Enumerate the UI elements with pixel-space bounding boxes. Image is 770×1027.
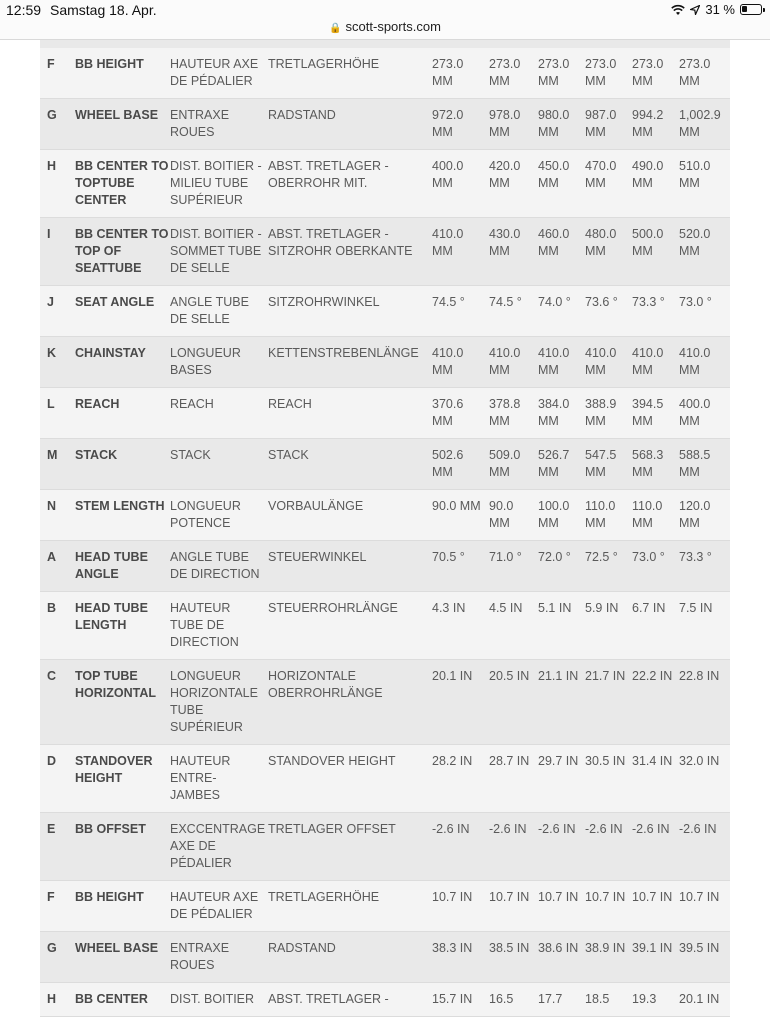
row-french-name: DIST. BOITIER - SOMMET TUBE DE SELLE xyxy=(170,218,268,286)
size-value-6: 39.5 IN xyxy=(679,932,730,983)
size-value-6: 32.0 IN xyxy=(679,745,730,813)
size-value-4: -2.6 IN xyxy=(585,813,632,881)
row-letter: L xyxy=(40,388,75,439)
row-german-name: STEUERROHRLÄNGE xyxy=(268,592,432,660)
row-german-name: RADSTAND xyxy=(268,99,432,150)
previous-row-sliver xyxy=(40,40,730,48)
size-value-5: 73.3 ° xyxy=(632,286,679,337)
size-value-5: 568.3 MM xyxy=(632,439,679,490)
row-german-name: KETTENSTREBENLÄNGE xyxy=(268,337,432,388)
row-french-name: ANGLE TUBE DE SELLE xyxy=(170,286,268,337)
size-value-6: 7.5 IN xyxy=(679,592,730,660)
row-french-name: HAUTEUR ENTRE-JAMBES xyxy=(170,745,268,813)
row-german-name: ABST. TRETLAGER - OBERROHR MIT. xyxy=(268,150,432,218)
size-value-2: 4.5 IN xyxy=(489,592,538,660)
size-value-2: 378.8 MM xyxy=(489,388,538,439)
status-time: 12:59 xyxy=(6,2,42,18)
size-value-3: 17.7 xyxy=(538,983,585,1017)
size-value-5: 31.4 IN xyxy=(632,745,679,813)
size-value-5: 394.5 MM xyxy=(632,388,679,439)
size-value-2: 978.0 MM xyxy=(489,99,538,150)
size-value-4: 72.5 ° xyxy=(585,541,632,592)
battery-fill xyxy=(742,6,747,12)
wifi-icon xyxy=(671,4,685,16)
size-value-3: 384.0 MM xyxy=(538,388,585,439)
row-letter: J xyxy=(40,286,75,337)
size-value-4: 273.0 MM xyxy=(585,48,632,99)
row-measurement-name: BB CENTER TO TOPTUBE CENTER xyxy=(75,150,170,218)
size-value-4: 547.5 MM xyxy=(585,439,632,490)
size-value-2: 74.5 ° xyxy=(489,286,538,337)
row-measurement-name: STANDOVER HEIGHT xyxy=(75,745,170,813)
row-letter: G xyxy=(40,99,75,150)
row-letter: C xyxy=(40,660,75,745)
size-value-5: 19.3 xyxy=(632,983,679,1017)
size-value-1: -2.6 IN xyxy=(432,813,489,881)
status-date: Samstag 18. Apr. xyxy=(50,2,157,18)
size-value-2: 420.0 MM xyxy=(489,150,538,218)
row-french-name: LONGUEUR BASES xyxy=(170,337,268,388)
row-measurement-name: HEAD TUBE LENGTH xyxy=(75,592,170,660)
table-row xyxy=(40,983,730,1017)
table-row xyxy=(40,150,730,218)
row-german-name: REACH xyxy=(268,388,432,439)
row-measurement-name: STACK xyxy=(75,439,170,490)
size-value-1: 28.2 IN xyxy=(432,745,489,813)
row-measurement-name: BB HEIGHT xyxy=(75,881,170,932)
table-row xyxy=(40,813,730,881)
table-row xyxy=(40,881,730,932)
size-value-6: 22.8 IN xyxy=(679,660,730,745)
row-german-name: ABST. TRETLAGER - SITZROHR OBERKANTE xyxy=(268,218,432,286)
row-letter: A xyxy=(40,541,75,592)
table-row xyxy=(40,218,730,286)
size-value-4: 18.5 xyxy=(585,983,632,1017)
row-german-name: STEUERWINKEL xyxy=(268,541,432,592)
row-german-name: TRETLAGERHÖHE xyxy=(268,48,432,99)
size-value-6: 588.5 MM xyxy=(679,439,730,490)
size-value-6: 273.0 MM xyxy=(679,48,730,99)
size-value-2: 38.5 IN xyxy=(489,932,538,983)
size-value-1: 90.0 MM xyxy=(432,490,489,541)
row-french-name: HAUTEUR AXE DE PÉDALIER xyxy=(170,48,268,99)
size-value-2: 410.0 MM xyxy=(489,337,538,388)
size-value-2: -2.6 IN xyxy=(489,813,538,881)
address-bar[interactable] xyxy=(0,19,770,34)
row-german-name: RADSTAND xyxy=(268,932,432,983)
status-indicators xyxy=(671,2,762,17)
row-french-name: EXCCENTRAGE AXE DE PÉDALIER xyxy=(170,813,268,881)
size-value-6: 73.0 ° xyxy=(679,286,730,337)
size-value-3: 74.0 ° xyxy=(538,286,585,337)
size-value-2: 20.5 IN xyxy=(489,660,538,745)
size-value-2: 509.0 MM xyxy=(489,439,538,490)
size-value-1: 400.0 MM xyxy=(432,150,489,218)
row-french-name: DIST. BOITIER - MILIEU TUBE SUPÉRIEUR xyxy=(170,150,268,218)
size-value-6: 73.3 ° xyxy=(679,541,730,592)
table-row xyxy=(40,337,730,388)
size-value-3: 273.0 MM xyxy=(538,48,585,99)
size-value-1: 74.5 ° xyxy=(432,286,489,337)
table-row xyxy=(40,592,730,660)
size-value-5: 73.0 ° xyxy=(632,541,679,592)
row-letter: G xyxy=(40,932,75,983)
size-value-4: 38.9 IN xyxy=(585,932,632,983)
size-value-1: 70.5 ° xyxy=(432,541,489,592)
row-letter: I xyxy=(40,218,75,286)
row-french-name: HAUTEUR AXE DE PÉDALIER xyxy=(170,881,268,932)
size-value-1: 10.7 IN xyxy=(432,881,489,932)
size-value-4: 388.9 MM xyxy=(585,388,632,439)
size-value-4: 410.0 MM xyxy=(585,337,632,388)
size-value-6: 120.0 MM xyxy=(679,490,730,541)
size-value-4: 30.5 IN xyxy=(585,745,632,813)
row-letter: K xyxy=(40,337,75,388)
row-german-name: HORIZONTALE OBERROHRLÄNGE xyxy=(268,660,432,745)
row-letter: H xyxy=(40,150,75,218)
size-value-4: 110.0 MM xyxy=(585,490,632,541)
row-french-name: STACK xyxy=(170,439,268,490)
size-value-6: 20.1 IN xyxy=(679,983,730,1017)
size-value-6: 520.0 MM xyxy=(679,218,730,286)
size-value-5: 490.0 MM xyxy=(632,150,679,218)
table-row xyxy=(40,48,730,99)
size-value-3: 100.0 MM xyxy=(538,490,585,541)
row-german-name: STANDOVER HEIGHT xyxy=(268,745,432,813)
size-value-2: 273.0 MM xyxy=(489,48,538,99)
table-row xyxy=(40,388,730,439)
table-row xyxy=(40,932,730,983)
location-arrow-icon xyxy=(690,5,700,15)
table-row xyxy=(40,490,730,541)
row-french-name: LONGUEUR POTENCE xyxy=(170,490,268,541)
row-german-name: TRETLAGER OFFSET xyxy=(268,813,432,881)
size-value-3: 21.1 IN xyxy=(538,660,585,745)
row-letter: H xyxy=(40,983,75,1017)
size-value-1: 38.3 IN xyxy=(432,932,489,983)
size-value-6: -2.6 IN xyxy=(679,813,730,881)
size-value-3: 410.0 MM xyxy=(538,337,585,388)
size-value-1: 4.3 IN xyxy=(432,592,489,660)
row-french-name: ENTRAXE ROUES xyxy=(170,99,268,150)
size-value-3: 460.0 MM xyxy=(538,218,585,286)
size-value-4: 987.0 MM xyxy=(585,99,632,150)
table-row xyxy=(40,439,730,490)
row-measurement-name: BB OFFSET xyxy=(75,813,170,881)
size-value-5: 10.7 IN xyxy=(632,881,679,932)
size-value-5: 110.0 MM xyxy=(632,490,679,541)
size-value-5: 500.0 MM xyxy=(632,218,679,286)
size-value-2: 16.5 xyxy=(489,983,538,1017)
size-value-3: 72.0 ° xyxy=(538,541,585,592)
size-value-5: -2.6 IN xyxy=(632,813,679,881)
size-value-5: 39.1 IN xyxy=(632,932,679,983)
size-value-3: 5.1 IN xyxy=(538,592,585,660)
size-value-4: 73.6 ° xyxy=(585,286,632,337)
size-value-6: 1,002.9 MM xyxy=(679,99,730,150)
size-value-4: 5.9 IN xyxy=(585,592,632,660)
status-bar xyxy=(0,0,770,40)
size-value-3: -2.6 IN xyxy=(538,813,585,881)
row-measurement-name: BB CENTER TO TOP OF SEATTUBE xyxy=(75,218,170,286)
size-value-5: 22.2 IN xyxy=(632,660,679,745)
lock-icon: 🔒 xyxy=(329,23,342,34)
size-value-1: 410.0 MM xyxy=(432,218,489,286)
size-value-5: 6.7 IN xyxy=(632,592,679,660)
size-value-1: 370.6 MM xyxy=(432,388,489,439)
row-measurement-name: WHEEL BASE xyxy=(75,932,170,983)
row-german-name: VORBAULÄNGE xyxy=(268,490,432,541)
size-value-1: 20.1 IN xyxy=(432,660,489,745)
geometry-table xyxy=(40,48,730,1017)
row-measurement-name: SEAT ANGLE xyxy=(75,286,170,337)
size-value-2: 430.0 MM xyxy=(489,218,538,286)
row-letter: N xyxy=(40,490,75,541)
table-row xyxy=(40,660,730,745)
size-value-2: 90.0 MM xyxy=(489,490,538,541)
row-german-name: ABST. TRETLAGER - xyxy=(268,983,432,1017)
size-value-4: 21.7 IN xyxy=(585,660,632,745)
size-value-6: 10.7 IN xyxy=(679,881,730,932)
row-german-name: STACK xyxy=(268,439,432,490)
size-value-3: 38.6 IN xyxy=(538,932,585,983)
row-measurement-name: HEAD TUBE ANGLE xyxy=(75,541,170,592)
battery-icon xyxy=(740,4,762,15)
row-french-name: LONGUEUR HORIZONTALE TUBE SUPÉRIEUR xyxy=(170,660,268,745)
row-measurement-name: BB CENTER xyxy=(75,983,170,1017)
table-row xyxy=(40,541,730,592)
size-value-5: 410.0 MM xyxy=(632,337,679,388)
row-french-name: ENTRAXE ROUES xyxy=(170,932,268,983)
size-value-6: 410.0 MM xyxy=(679,337,730,388)
row-french-name: ANGLE TUBE DE DIRECTION xyxy=(170,541,268,592)
row-german-name: TRETLAGERHÖHE xyxy=(268,881,432,932)
battery-percent: 31 % xyxy=(705,2,735,17)
size-value-1: 15.7 IN xyxy=(432,983,489,1017)
row-french-name: REACH xyxy=(170,388,268,439)
row-letter: F xyxy=(40,48,75,99)
row-letter: E xyxy=(40,813,75,881)
row-measurement-name: WHEEL BASE xyxy=(75,99,170,150)
size-value-6: 400.0 MM xyxy=(679,388,730,439)
row-measurement-name: CHAINSTAY xyxy=(75,337,170,388)
size-value-3: 450.0 MM xyxy=(538,150,585,218)
size-value-4: 480.0 MM xyxy=(585,218,632,286)
size-value-2: 10.7 IN xyxy=(489,881,538,932)
geometry-table-container[interactable] xyxy=(40,40,730,1027)
size-value-4: 470.0 MM xyxy=(585,150,632,218)
row-measurement-name: STEM LENGTH xyxy=(75,490,170,541)
size-value-6: 510.0 MM xyxy=(679,150,730,218)
size-value-1: 502.6 MM xyxy=(432,439,489,490)
table-row xyxy=(40,286,730,337)
row-measurement-name: TOP TUBE HORIZONTAL xyxy=(75,660,170,745)
size-value-4: 10.7 IN xyxy=(585,881,632,932)
size-value-3: 10.7 IN xyxy=(538,881,585,932)
row-french-name: HAUTEUR TUBE DE DIRECTION xyxy=(170,592,268,660)
row-letter: M xyxy=(40,439,75,490)
row-letter: D xyxy=(40,745,75,813)
row-french-name: DIST. BOITIER xyxy=(170,983,268,1017)
table-row xyxy=(40,99,730,150)
size-value-5: 994.2 MM xyxy=(632,99,679,150)
size-value-1: 410.0 MM xyxy=(432,337,489,388)
url-text: scott-sports.com xyxy=(345,19,441,34)
row-letter: F xyxy=(40,881,75,932)
size-value-1: 273.0 MM xyxy=(432,48,489,99)
size-value-2: 28.7 IN xyxy=(489,745,538,813)
size-value-3: 29.7 IN xyxy=(538,745,585,813)
row-measurement-name: BB HEIGHT xyxy=(75,48,170,99)
size-value-3: 980.0 MM xyxy=(538,99,585,150)
size-value-5: 273.0 MM xyxy=(632,48,679,99)
row-german-name: SITZROHRWINKEL xyxy=(268,286,432,337)
row-letter: B xyxy=(40,592,75,660)
row-measurement-name: REACH xyxy=(75,388,170,439)
size-value-3: 526.7 MM xyxy=(538,439,585,490)
table-row xyxy=(40,745,730,813)
geometry-table-body xyxy=(40,48,730,1017)
size-value-1: 972.0 MM xyxy=(432,99,489,150)
size-value-2: 71.0 ° xyxy=(489,541,538,592)
